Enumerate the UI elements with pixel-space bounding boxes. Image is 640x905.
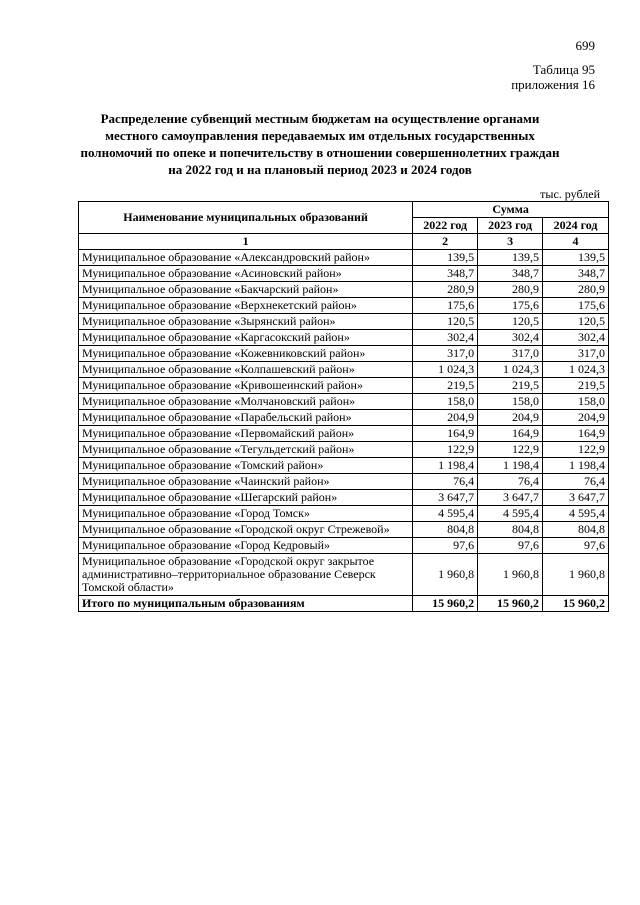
table-row bbox=[79, 474, 609, 490]
column-index: 1 bbox=[79, 234, 413, 250]
municipality-name: Муниципальное образование «Кривошеинский район» bbox=[79, 378, 413, 394]
amount-cell: 158,0 bbox=[543, 394, 609, 410]
amount-cell: 1 960,8 bbox=[478, 554, 543, 596]
amount-cell: 175,6 bbox=[413, 298, 478, 314]
amount-cell: 804,8 bbox=[478, 522, 543, 538]
amount-cell: 3 647,7 bbox=[478, 490, 543, 506]
amount-cell: 76,4 bbox=[413, 474, 478, 490]
amount-cell: 120,5 bbox=[478, 314, 543, 330]
amount-cell: 76,4 bbox=[543, 474, 609, 490]
amount-cell: 302,4 bbox=[543, 330, 609, 346]
amount-cell: 348,7 bbox=[478, 266, 543, 282]
municipality-name: Муниципальное образование «Чаинский район» bbox=[79, 474, 413, 490]
amount-cell: 158,0 bbox=[478, 394, 543, 410]
amount-cell: 317,0 bbox=[478, 346, 543, 362]
header-municipality: Наименование муниципальных образований bbox=[79, 202, 413, 234]
document-title: Распределение субвенций местным бюджетам на осуществление органами местного самоуправления передаваемых им отдельных государственных полномочий по опеке и попечительству в отношении совершеннолетних граждан на 2022 год и на плановый период 2023 и 2024 годов bbox=[80, 111, 560, 177]
amount-cell: 1 024,3 bbox=[413, 362, 478, 378]
amount-cell: 3 647,7 bbox=[413, 490, 478, 506]
amount-cell: 139,5 bbox=[543, 250, 609, 266]
table-number: Таблица 95 bbox=[532, 62, 595, 77]
amount-cell: 219,5 bbox=[543, 378, 609, 394]
municipality-name: Муниципальное образование «Кожевниковский район» bbox=[79, 346, 413, 362]
amount-cell: 4 595,4 bbox=[478, 506, 543, 522]
unit-label: тыс. рублей bbox=[540, 187, 600, 201]
amount-cell: 219,5 bbox=[478, 378, 543, 394]
municipality-name: Муниципальное образование «Парабельский район» bbox=[79, 410, 413, 426]
amount-cell: 804,8 bbox=[543, 522, 609, 538]
amount-cell: 97,6 bbox=[413, 538, 478, 554]
amount-cell: 1 198,4 bbox=[413, 458, 478, 474]
column-index: 4 bbox=[543, 234, 609, 250]
amount-cell: 4 595,4 bbox=[413, 506, 478, 522]
table-row bbox=[79, 346, 609, 362]
table-row bbox=[79, 522, 609, 538]
amount-cell: 164,9 bbox=[413, 426, 478, 442]
municipality-name: Муниципальное образование «Тегульдетский район» bbox=[79, 442, 413, 458]
table-row bbox=[79, 506, 609, 522]
municipality-name: Муниципальное образование «Первомайский район» bbox=[79, 426, 413, 442]
amount-cell: 204,9 bbox=[413, 410, 478, 426]
table-reference bbox=[511, 62, 595, 92]
total-label: Итого по муниципальным образованиям bbox=[79, 596, 413, 612]
appendix-number: приложения 16 bbox=[511, 77, 595, 92]
amount-cell: 139,5 bbox=[413, 250, 478, 266]
amount-cell: 1 024,3 bbox=[478, 362, 543, 378]
table-row bbox=[79, 250, 609, 266]
amount-cell: 1 960,8 bbox=[413, 554, 478, 596]
amount-cell: 348,7 bbox=[543, 266, 609, 282]
table-row bbox=[79, 538, 609, 554]
municipality-name: Муниципальное образование «Городской округ закрытое административно–территориальное образование Северск Томской области» bbox=[79, 554, 413, 596]
municipality-name: Муниципальное образование «Бакчарский район» bbox=[79, 282, 413, 298]
column-index: 3 bbox=[478, 234, 543, 250]
table-row bbox=[79, 298, 609, 314]
header-sum: Сумма bbox=[413, 202, 609, 218]
amount-cell: 317,0 bbox=[413, 346, 478, 362]
amount-cell: 158,0 bbox=[413, 394, 478, 410]
table-row bbox=[79, 442, 609, 458]
amount-cell: 175,6 bbox=[478, 298, 543, 314]
amount-cell: 164,9 bbox=[478, 426, 543, 442]
total-amount: 15 960,2 bbox=[413, 596, 478, 612]
amount-cell: 302,4 bbox=[478, 330, 543, 346]
table-row bbox=[79, 410, 609, 426]
amount-cell: 1 024,3 bbox=[543, 362, 609, 378]
header-year-2022: 2022 год bbox=[413, 218, 478, 234]
municipality-name: Муниципальное образование «Городской округ Стрежевой» bbox=[79, 522, 413, 538]
amount-cell: 175,6 bbox=[543, 298, 609, 314]
amount-cell: 1 960,8 bbox=[543, 554, 609, 596]
amount-cell: 280,9 bbox=[478, 282, 543, 298]
amount-cell: 76,4 bbox=[478, 474, 543, 490]
amount-cell: 302,4 bbox=[413, 330, 478, 346]
amount-cell: 204,9 bbox=[478, 410, 543, 426]
amount-cell: 1 198,4 bbox=[543, 458, 609, 474]
amount-cell: 280,9 bbox=[543, 282, 609, 298]
table-row bbox=[79, 378, 609, 394]
total-amount: 15 960,2 bbox=[543, 596, 609, 612]
amount-cell: 204,9 bbox=[543, 410, 609, 426]
municipality-name: Муниципальное образование «Колпашевский район» bbox=[79, 362, 413, 378]
amount-cell: 1 198,4 bbox=[478, 458, 543, 474]
municipality-name: Муниципальное образование «Каргасокский район» bbox=[79, 330, 413, 346]
table-row bbox=[79, 362, 609, 378]
amount-cell: 120,5 bbox=[413, 314, 478, 330]
column-index: 2 bbox=[413, 234, 478, 250]
table-row bbox=[79, 426, 609, 442]
municipality-name: Муниципальное образование «Томский район» bbox=[79, 458, 413, 474]
municipality-name: Муниципальное образование «Молчановский район» bbox=[79, 394, 413, 410]
page-number: 699 bbox=[575, 38, 595, 53]
header-year-2023: 2023 год bbox=[478, 218, 543, 234]
total-amount: 15 960,2 bbox=[478, 596, 543, 612]
header-year-2024: 2024 год bbox=[543, 218, 609, 234]
amount-cell: 219,5 bbox=[413, 378, 478, 394]
amount-cell: 317,0 bbox=[543, 346, 609, 362]
municipality-name: Муниципальное образование «Город Кедровый» bbox=[79, 538, 413, 554]
total-row bbox=[79, 596, 609, 612]
column-index-row bbox=[79, 234, 609, 250]
amount-cell: 139,5 bbox=[478, 250, 543, 266]
municipality-name: Муниципальное образование «Александровский район» bbox=[79, 250, 413, 266]
table-row bbox=[79, 458, 609, 474]
amount-cell: 804,8 bbox=[413, 522, 478, 538]
municipality-name: Муниципальное образование «Верхнекетский район» bbox=[79, 298, 413, 314]
municipality-name: Муниципальное образование «Шегарский район» bbox=[79, 490, 413, 506]
amount-cell: 122,9 bbox=[543, 442, 609, 458]
municipality-name: Муниципальное образование «Зырянский район» bbox=[79, 314, 413, 330]
amount-cell: 280,9 bbox=[413, 282, 478, 298]
amount-cell: 122,9 bbox=[413, 442, 478, 458]
amount-cell: 97,6 bbox=[543, 538, 609, 554]
amount-cell: 348,7 bbox=[413, 266, 478, 282]
municipality-name: Муниципальное образование «Асиновский район» bbox=[79, 266, 413, 282]
amount-cell: 164,9 bbox=[543, 426, 609, 442]
budget-table bbox=[78, 201, 609, 612]
amount-cell: 4 595,4 bbox=[543, 506, 609, 522]
table-row bbox=[79, 314, 609, 330]
amount-cell: 97,6 bbox=[478, 538, 543, 554]
table-row bbox=[79, 266, 609, 282]
amount-cell: 3 647,7 bbox=[543, 490, 609, 506]
table-row bbox=[79, 330, 609, 346]
amount-cell: 122,9 bbox=[478, 442, 543, 458]
municipality-name: Муниципальное образование «Город Томск» bbox=[79, 506, 413, 522]
table-row bbox=[79, 282, 609, 298]
amount-cell: 120,5 bbox=[543, 314, 609, 330]
table-row bbox=[79, 554, 609, 596]
table-row bbox=[79, 490, 609, 506]
table-row bbox=[79, 394, 609, 410]
